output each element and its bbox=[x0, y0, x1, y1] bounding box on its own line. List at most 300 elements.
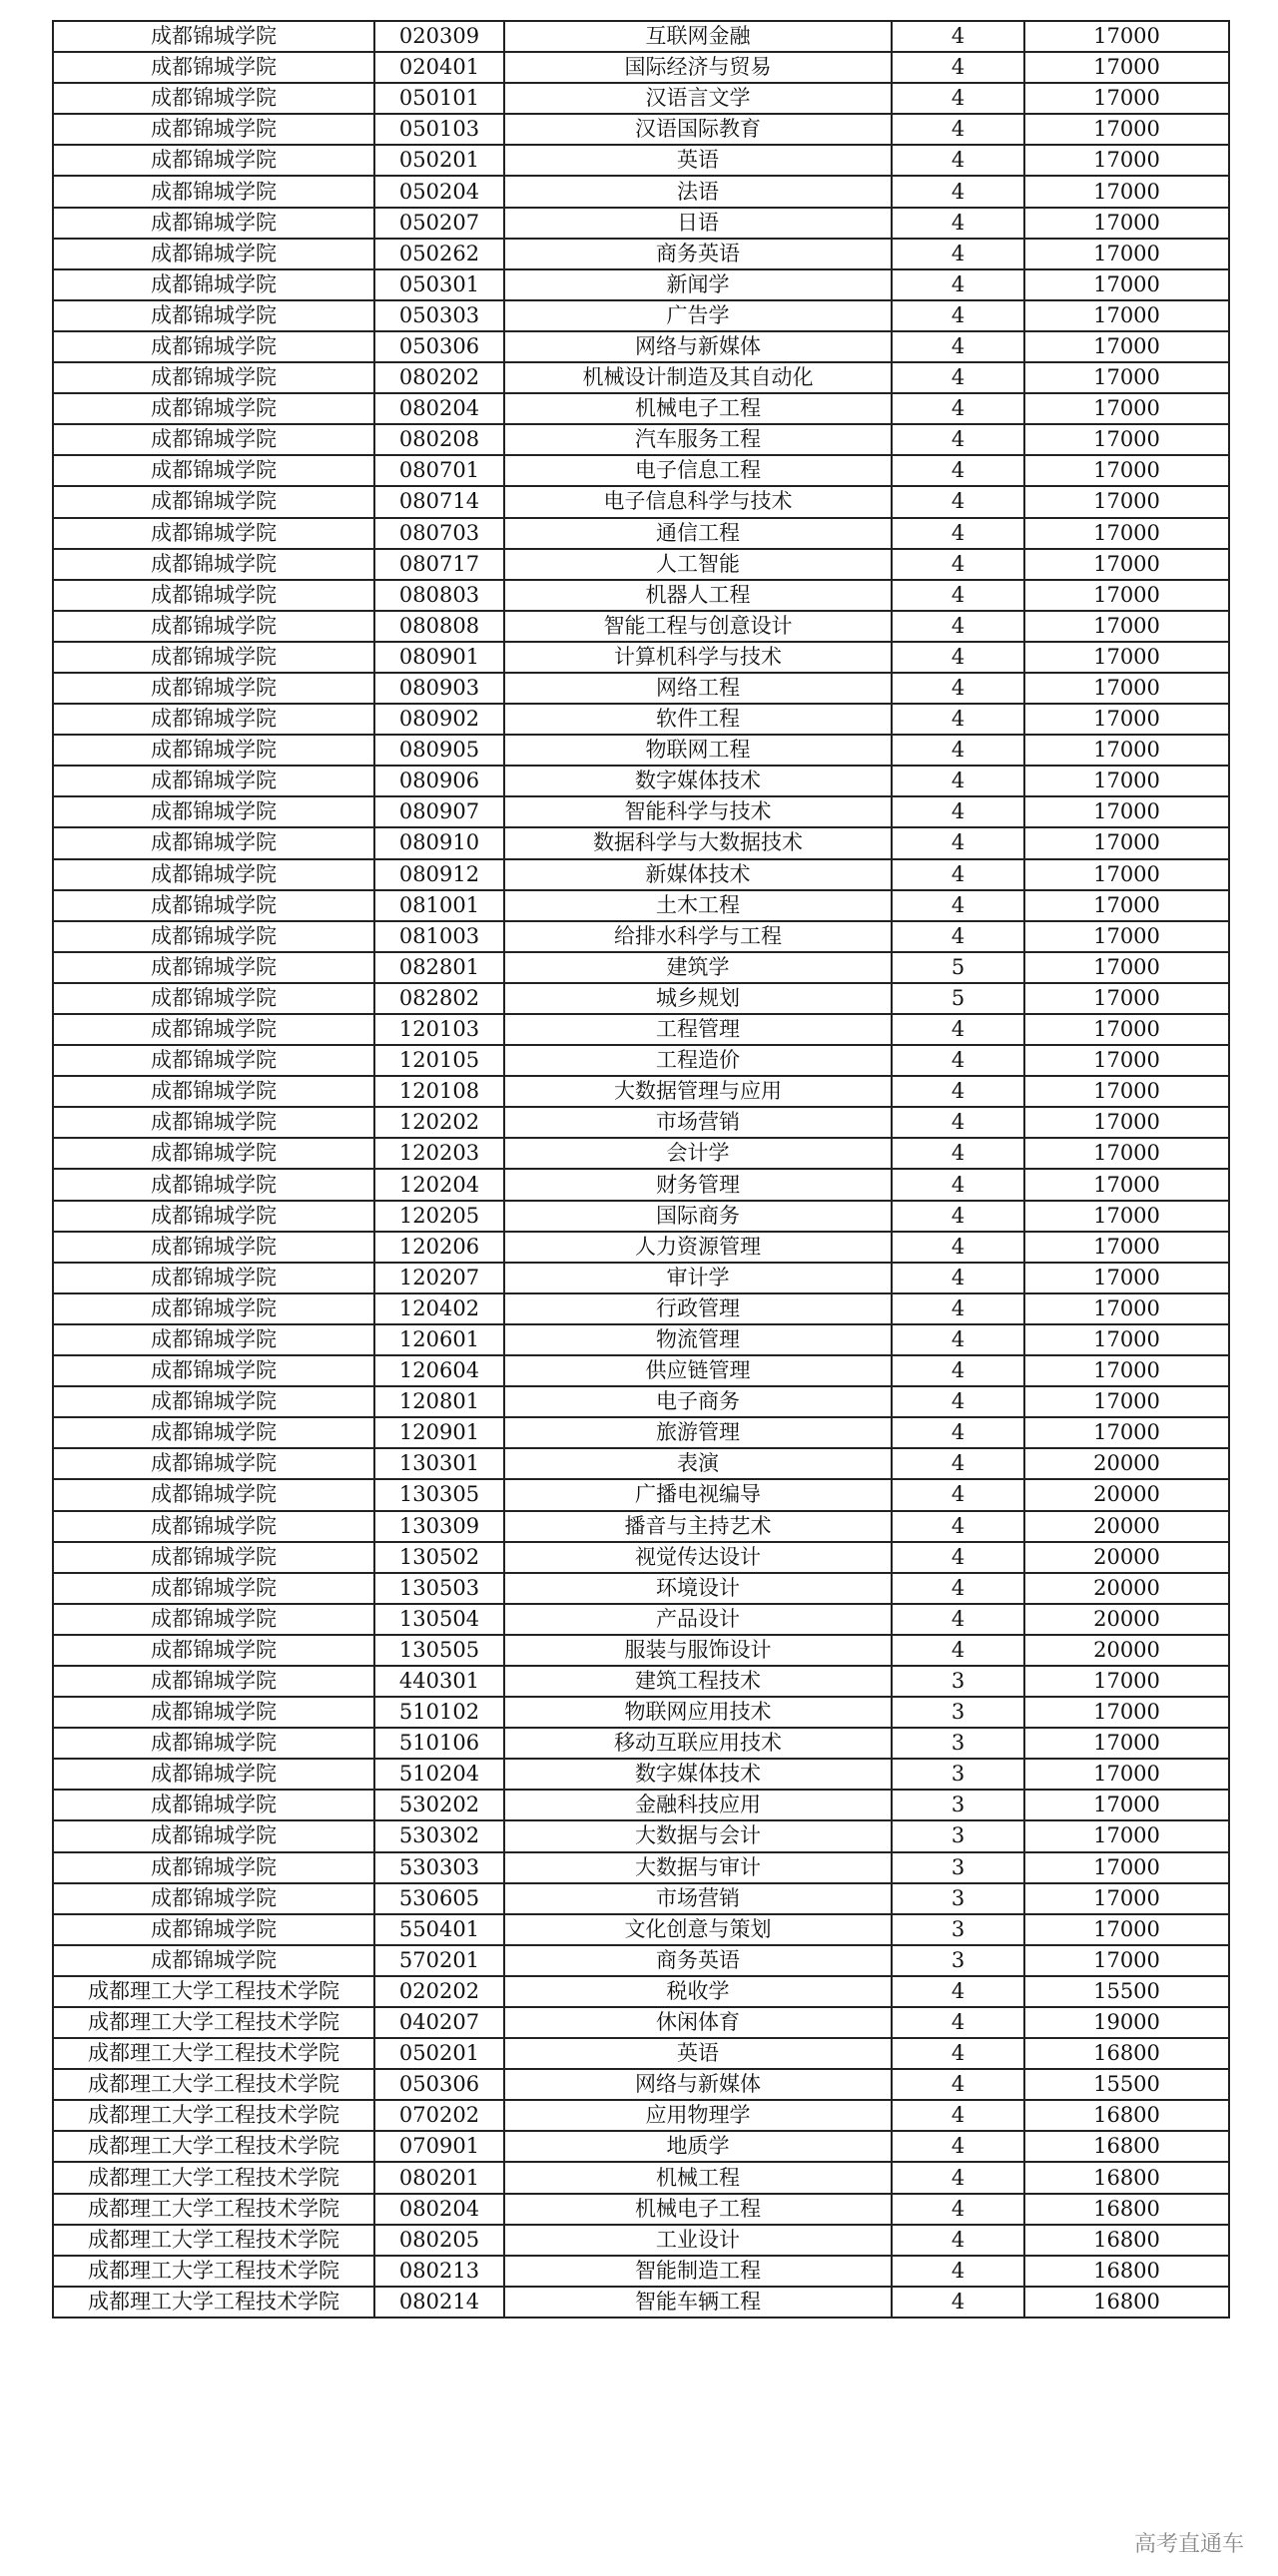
table-row bbox=[53, 2256, 1229, 2287]
table-row bbox=[53, 1355, 1229, 1386]
table-row bbox=[53, 1542, 1229, 1573]
tuition-cell: 17000 bbox=[1024, 518, 1229, 549]
school-cell: 成都锦城学院 bbox=[53, 952, 374, 983]
duration-cell: 4 bbox=[892, 827, 1024, 858]
duration-cell: 4 bbox=[892, 1045, 1024, 1076]
major-name-cell: 广告学 bbox=[504, 300, 892, 331]
major-name-cell: 地质学 bbox=[504, 2131, 892, 2162]
tuition-cell: 15500 bbox=[1024, 1976, 1229, 2007]
table-row bbox=[53, 2007, 1229, 2038]
duration-cell: 4 bbox=[892, 1386, 1024, 1417]
duration-cell: 4 bbox=[892, 176, 1024, 207]
tuition-cell: 17000 bbox=[1024, 424, 1229, 455]
major-code-cell: 050103 bbox=[374, 114, 504, 145]
major-name-cell: 汽车服务工程 bbox=[504, 424, 892, 455]
major-name-cell: 电子商务 bbox=[504, 1386, 892, 1417]
duration-cell: 4 bbox=[892, 455, 1024, 486]
tuition-cell: 20000 bbox=[1024, 1479, 1229, 1510]
major-name-cell: 物联网工程 bbox=[504, 735, 892, 766]
duration-cell: 4 bbox=[892, 393, 1024, 424]
major-code-cell: 050306 bbox=[374, 2069, 504, 2100]
school-cell: 成都锦城学院 bbox=[53, 393, 374, 424]
major-name-cell: 法语 bbox=[504, 176, 892, 207]
table-row bbox=[53, 827, 1229, 858]
major-code-cell: 130503 bbox=[374, 1573, 504, 1604]
duration-cell: 4 bbox=[892, 611, 1024, 642]
duration-cell: 3 bbox=[892, 1820, 1024, 1851]
school-cell: 成都锦城学院 bbox=[53, 1448, 374, 1479]
major-name-cell: 服装与服饰设计 bbox=[504, 1635, 892, 1666]
table-row bbox=[53, 1976, 1229, 2007]
major-name-cell: 机器人工程 bbox=[504, 580, 892, 611]
watermark-text: 高考直通车 bbox=[1133, 2532, 1244, 2557]
major-name-cell: 新媒体技术 bbox=[504, 859, 892, 890]
duration-cell: 4 bbox=[892, 269, 1024, 300]
school-cell: 成都锦城学院 bbox=[53, 1324, 374, 1355]
major-name-cell: 网络与新媒体 bbox=[504, 331, 892, 362]
table-row bbox=[53, 642, 1229, 673]
duration-cell: 4 bbox=[892, 1355, 1024, 1386]
major-code-cell: 510106 bbox=[374, 1728, 504, 1759]
school-cell: 成都锦城学院 bbox=[53, 611, 374, 642]
tuition-cell: 17000 bbox=[1024, 300, 1229, 331]
school-cell: 成都锦城学院 bbox=[53, 455, 374, 486]
school-cell: 成都锦城学院 bbox=[53, 1263, 374, 1293]
school-cell: 成都锦城学院 bbox=[53, 580, 374, 611]
major-name-cell: 文化创意与策划 bbox=[504, 1914, 892, 1945]
duration-cell: 4 bbox=[892, 1542, 1024, 1573]
tuition-cell: 17000 bbox=[1024, 1914, 1229, 1945]
major-code-cell: 081001 bbox=[374, 890, 504, 921]
major-name-cell: 旅游管理 bbox=[504, 1417, 892, 1448]
major-code-cell: 440301 bbox=[374, 1666, 504, 1697]
tuition-cell: 20000 bbox=[1024, 1542, 1229, 1573]
tuition-cell: 17000 bbox=[1024, 1014, 1229, 1045]
tuition-cell: 17000 bbox=[1024, 269, 1229, 300]
major-name-cell: 机械工程 bbox=[504, 2162, 892, 2193]
tuition-cell: 17000 bbox=[1024, 21, 1229, 52]
major-code-cell: 080902 bbox=[374, 704, 504, 735]
duration-cell: 4 bbox=[892, 424, 1024, 455]
school-cell: 成都锦城学院 bbox=[53, 796, 374, 827]
table-row bbox=[53, 1479, 1229, 1510]
tuition-cell: 17000 bbox=[1024, 859, 1229, 890]
major-code-cell: 080903 bbox=[374, 673, 504, 704]
school-cell: 成都锦城学院 bbox=[53, 549, 374, 580]
school-cell: 成都锦城学院 bbox=[53, 208, 374, 239]
school-cell: 成都锦城学院 bbox=[53, 704, 374, 735]
major-code-cell: 530605 bbox=[374, 1883, 504, 1914]
duration-cell: 4 bbox=[892, 1293, 1024, 1324]
tuition-cell: 17000 bbox=[1024, 455, 1229, 486]
table-row bbox=[53, 1169, 1229, 1200]
table-row bbox=[53, 239, 1229, 269]
major-code-cell: 120105 bbox=[374, 1045, 504, 1076]
major-code-cell: 550401 bbox=[374, 1914, 504, 1945]
major-name-cell: 供应链管理 bbox=[504, 1355, 892, 1386]
major-code-cell: 120205 bbox=[374, 1201, 504, 1232]
major-name-cell: 审计学 bbox=[504, 1263, 892, 1293]
duration-cell: 4 bbox=[892, 2038, 1024, 2069]
major-name-cell: 环境设计 bbox=[504, 1573, 892, 1604]
major-code-cell: 080701 bbox=[374, 455, 504, 486]
tuition-cell: 17000 bbox=[1024, 1852, 1229, 1883]
tuition-cell: 17000 bbox=[1024, 1138, 1229, 1169]
tuition-cell: 17000 bbox=[1024, 1820, 1229, 1851]
table-row bbox=[53, 2287, 1229, 2318]
school-cell: 成都锦城学院 bbox=[53, 1201, 374, 1232]
duration-cell: 4 bbox=[892, 921, 1024, 952]
table-row bbox=[53, 1417, 1229, 1448]
major-name-cell: 计算机科学与技术 bbox=[504, 642, 892, 673]
tuition-cell: 16800 bbox=[1024, 2194, 1229, 2225]
major-name-cell: 智能车辆工程 bbox=[504, 2287, 892, 2318]
table-row bbox=[53, 704, 1229, 735]
school-cell: 成都锦城学院 bbox=[53, 486, 374, 517]
duration-cell: 4 bbox=[892, 1976, 1024, 2007]
major-name-cell: 大数据与审计 bbox=[504, 1852, 892, 1883]
major-code-cell: 050262 bbox=[374, 239, 504, 269]
table-row bbox=[53, 1386, 1229, 1417]
school-cell: 成都锦城学院 bbox=[53, 114, 374, 145]
duration-cell: 3 bbox=[892, 1697, 1024, 1728]
tuition-cell: 17000 bbox=[1024, 145, 1229, 176]
major-code-cell: 130301 bbox=[374, 1448, 504, 1479]
duration-cell: 4 bbox=[892, 145, 1024, 176]
school-cell: 成都锦城学院 bbox=[53, 890, 374, 921]
tuition-cell: 17000 bbox=[1024, 1697, 1229, 1728]
table-row bbox=[53, 1324, 1229, 1355]
major-code-cell: 530303 bbox=[374, 1852, 504, 1883]
tuition-cell: 17000 bbox=[1024, 1232, 1229, 1263]
major-name-cell: 建筑工程技术 bbox=[504, 1666, 892, 1697]
table-row bbox=[53, 1852, 1229, 1883]
major-name-cell: 智能科学与技术 bbox=[504, 796, 892, 827]
table-row bbox=[53, 208, 1229, 239]
duration-cell: 4 bbox=[892, 518, 1024, 549]
major-code-cell: 080808 bbox=[374, 611, 504, 642]
major-code-cell: 510102 bbox=[374, 1697, 504, 1728]
school-cell: 成都理工大学工程技术学院 bbox=[53, 2007, 374, 2038]
duration-cell: 4 bbox=[892, 331, 1024, 362]
duration-cell: 4 bbox=[892, 796, 1024, 827]
major-code-cell: 080907 bbox=[374, 796, 504, 827]
table-row bbox=[53, 796, 1229, 827]
major-name-cell: 市场营销 bbox=[504, 1107, 892, 1138]
table-row bbox=[53, 1045, 1229, 1076]
duration-cell: 4 bbox=[892, 1448, 1024, 1479]
table-row bbox=[53, 859, 1229, 890]
tuition-cell: 17000 bbox=[1024, 1169, 1229, 1200]
major-name-cell: 工程造价 bbox=[504, 1045, 892, 1076]
table-row bbox=[53, 983, 1229, 1014]
major-name-cell: 数字媒体技术 bbox=[504, 1759, 892, 1790]
major-code-cell: 080204 bbox=[374, 393, 504, 424]
school-cell: 成都锦城学院 bbox=[53, 1076, 374, 1107]
tuition-cell: 17000 bbox=[1024, 580, 1229, 611]
school-cell: 成都锦城学院 bbox=[53, 983, 374, 1014]
duration-cell: 4 bbox=[892, 1076, 1024, 1107]
duration-cell: 4 bbox=[892, 890, 1024, 921]
major-code-cell: 080213 bbox=[374, 2256, 504, 2287]
school-cell: 成都锦城学院 bbox=[53, 331, 374, 362]
school-cell: 成都锦城学院 bbox=[53, 1914, 374, 1945]
major-code-cell: 080717 bbox=[374, 549, 504, 580]
major-name-cell: 汉语国际教育 bbox=[504, 114, 892, 145]
major-code-cell: 050303 bbox=[374, 300, 504, 331]
tuition-cell: 17000 bbox=[1024, 208, 1229, 239]
major-name-cell: 新闻学 bbox=[504, 269, 892, 300]
tuition-cell: 17000 bbox=[1024, 952, 1229, 983]
major-name-cell: 行政管理 bbox=[504, 1293, 892, 1324]
tuition-cell: 17000 bbox=[1024, 1076, 1229, 1107]
duration-cell: 4 bbox=[892, 1014, 1024, 1045]
tuition-cell: 17000 bbox=[1024, 673, 1229, 704]
tuition-cell: 17000 bbox=[1024, 1666, 1229, 1697]
major-code-cell: 081003 bbox=[374, 921, 504, 952]
major-name-cell: 会计学 bbox=[504, 1138, 892, 1169]
duration-cell: 3 bbox=[892, 1728, 1024, 1759]
school-cell: 成都锦城学院 bbox=[53, 1542, 374, 1573]
tuition-cell: 17000 bbox=[1024, 1107, 1229, 1138]
tuition-cell: 16800 bbox=[1024, 2100, 1229, 2131]
major-name-cell: 播音与主持艺术 bbox=[504, 1511, 892, 1542]
major-name-cell: 广播电视编导 bbox=[504, 1479, 892, 1510]
school-cell: 成都锦城学院 bbox=[53, 1573, 374, 1604]
major-code-cell: 120604 bbox=[374, 1355, 504, 1386]
school-cell: 成都锦城学院 bbox=[53, 1107, 374, 1138]
school-cell: 成都锦城学院 bbox=[53, 1883, 374, 1914]
tuition-cell: 17000 bbox=[1024, 114, 1229, 145]
table-row bbox=[53, 393, 1229, 424]
table-row bbox=[53, 486, 1229, 517]
table-row bbox=[53, 1697, 1229, 1728]
major-code-cell: 050101 bbox=[374, 83, 504, 114]
tuition-cell: 17000 bbox=[1024, 1386, 1229, 1417]
table-row bbox=[53, 1945, 1229, 1976]
tuition-cell: 17000 bbox=[1024, 1728, 1229, 1759]
school-cell: 成都锦城学院 bbox=[53, 1511, 374, 1542]
school-cell: 成都锦城学院 bbox=[53, 1417, 374, 1448]
tuition-cell: 17000 bbox=[1024, 890, 1229, 921]
school-cell: 成都锦城学院 bbox=[53, 1232, 374, 1263]
duration-cell: 4 bbox=[892, 83, 1024, 114]
major-name-cell: 智能制造工程 bbox=[504, 2256, 892, 2287]
major-code-cell: 120901 bbox=[374, 1417, 504, 1448]
school-cell: 成都锦城学院 bbox=[53, 239, 374, 269]
major-name-cell: 英语 bbox=[504, 145, 892, 176]
major-name-cell: 金融科技应用 bbox=[504, 1790, 892, 1820]
duration-cell: 4 bbox=[892, 362, 1024, 393]
school-cell: 成都锦城学院 bbox=[53, 145, 374, 176]
school-cell: 成都锦城学院 bbox=[53, 1045, 374, 1076]
tuition-cell: 17000 bbox=[1024, 1759, 1229, 1790]
major-name-cell: 商务英语 bbox=[504, 1945, 892, 1976]
duration-cell: 4 bbox=[892, 642, 1024, 673]
table-row bbox=[53, 1635, 1229, 1666]
school-cell: 成都锦城学院 bbox=[53, 827, 374, 858]
major-code-cell: 120601 bbox=[374, 1324, 504, 1355]
major-code-cell: 130502 bbox=[374, 1542, 504, 1573]
table-row bbox=[53, 52, 1229, 83]
table-row bbox=[53, 21, 1229, 52]
table-row bbox=[53, 2162, 1229, 2193]
duration-cell: 3 bbox=[892, 1945, 1024, 1976]
major-code-cell: 080204 bbox=[374, 2194, 504, 2225]
major-code-cell: 130504 bbox=[374, 1604, 504, 1635]
tuition-cell: 19000 bbox=[1024, 2007, 1229, 2038]
tuition-cell: 17000 bbox=[1024, 642, 1229, 673]
major-code-cell: 080205 bbox=[374, 2225, 504, 2256]
duration-cell: 4 bbox=[892, 486, 1024, 517]
major-name-cell: 机械电子工程 bbox=[504, 393, 892, 424]
major-code-cell: 050301 bbox=[374, 269, 504, 300]
school-cell: 成都锦城学院 bbox=[53, 673, 374, 704]
major-name-cell: 汉语言文学 bbox=[504, 83, 892, 114]
major-code-cell: 080912 bbox=[374, 859, 504, 890]
duration-cell: 4 bbox=[892, 673, 1024, 704]
major-name-cell: 表演 bbox=[504, 1448, 892, 1479]
major-name-cell: 移动互联应用技术 bbox=[504, 1728, 892, 1759]
tuition-cell: 17000 bbox=[1024, 393, 1229, 424]
tuition-cell: 17000 bbox=[1024, 176, 1229, 207]
major-name-cell: 互联网金融 bbox=[504, 21, 892, 52]
duration-cell: 4 bbox=[892, 1232, 1024, 1263]
school-cell: 成都锦城学院 bbox=[53, 518, 374, 549]
major-name-cell: 机械设计制造及其自动化 bbox=[504, 362, 892, 393]
school-cell: 成都锦城学院 bbox=[53, 21, 374, 52]
duration-cell: 4 bbox=[892, 208, 1024, 239]
table-row bbox=[53, 176, 1229, 207]
duration-cell: 4 bbox=[892, 2162, 1024, 2193]
tuition-cell: 17000 bbox=[1024, 1355, 1229, 1386]
duration-cell: 4 bbox=[892, 2256, 1024, 2287]
duration-cell: 4 bbox=[892, 1107, 1024, 1138]
duration-cell: 4 bbox=[892, 2131, 1024, 2162]
table-row bbox=[53, 362, 1229, 393]
school-cell: 成都理工大学工程技术学院 bbox=[53, 1976, 374, 2007]
table-row bbox=[53, 735, 1229, 766]
tuition-table-body bbox=[53, 21, 1229, 2318]
duration-cell: 4 bbox=[892, 2100, 1024, 2131]
table-row bbox=[53, 424, 1229, 455]
school-cell: 成都理工大学工程技术学院 bbox=[53, 2225, 374, 2256]
school-cell: 成都锦城学院 bbox=[53, 735, 374, 766]
major-name-cell: 国际商务 bbox=[504, 1201, 892, 1232]
major-code-cell: 080803 bbox=[374, 580, 504, 611]
table-row bbox=[53, 2069, 1229, 2100]
major-name-cell: 税收学 bbox=[504, 1976, 892, 2007]
school-cell: 成都锦城学院 bbox=[53, 1604, 374, 1635]
duration-cell: 4 bbox=[892, 1479, 1024, 1510]
table-row bbox=[53, 1511, 1229, 1542]
tuition-cell: 17000 bbox=[1024, 486, 1229, 517]
tuition-cell: 17000 bbox=[1024, 1263, 1229, 1293]
table-row bbox=[53, 1014, 1229, 1045]
duration-cell: 4 bbox=[892, 2007, 1024, 2038]
major-name-cell: 网络工程 bbox=[504, 673, 892, 704]
school-cell: 成都锦城学院 bbox=[53, 1820, 374, 1851]
major-code-cell: 050306 bbox=[374, 331, 504, 362]
tuition-cell: 16800 bbox=[1024, 2256, 1229, 2287]
school-cell: 成都锦城学院 bbox=[53, 1945, 374, 1976]
duration-cell: 3 bbox=[892, 1883, 1024, 1914]
major-name-cell: 日语 bbox=[504, 208, 892, 239]
table-row bbox=[53, 1914, 1229, 1945]
tuition-cell: 17000 bbox=[1024, 704, 1229, 735]
tuition-cell: 17000 bbox=[1024, 1417, 1229, 1448]
major-name-cell: 机械电子工程 bbox=[504, 2194, 892, 2225]
school-cell: 成都锦城学院 bbox=[53, 424, 374, 455]
major-code-cell: 080905 bbox=[374, 735, 504, 766]
duration-cell: 4 bbox=[892, 2194, 1024, 2225]
table-row bbox=[53, 1883, 1229, 1914]
tuition-cell: 16800 bbox=[1024, 2225, 1229, 2256]
duration-cell: 4 bbox=[892, 2069, 1024, 2100]
major-code-cell: 120402 bbox=[374, 1293, 504, 1324]
duration-cell: 3 bbox=[892, 1759, 1024, 1790]
school-cell: 成都锦城学院 bbox=[53, 1479, 374, 1510]
major-name-cell: 土木工程 bbox=[504, 890, 892, 921]
table-row bbox=[53, 1759, 1229, 1790]
major-code-cell: 080208 bbox=[374, 424, 504, 455]
tuition-cell: 17000 bbox=[1024, 331, 1229, 362]
major-code-cell: 080214 bbox=[374, 2287, 504, 2318]
tuition-cell: 17000 bbox=[1024, 239, 1229, 269]
table-row bbox=[53, 2131, 1229, 2162]
table-row bbox=[53, 2100, 1229, 2131]
tuition-cell: 16800 bbox=[1024, 2038, 1229, 2069]
tuition-cell: 16800 bbox=[1024, 2131, 1229, 2162]
major-name-cell: 数字媒体技术 bbox=[504, 766, 892, 796]
major-code-cell: 120801 bbox=[374, 1386, 504, 1417]
major-code-cell: 080910 bbox=[374, 827, 504, 858]
duration-cell: 4 bbox=[892, 1573, 1024, 1604]
major-code-cell: 120202 bbox=[374, 1107, 504, 1138]
school-cell: 成都锦城学院 bbox=[53, 1635, 374, 1666]
major-name-cell: 国际经济与贸易 bbox=[504, 52, 892, 83]
school-cell: 成都锦城学院 bbox=[53, 1355, 374, 1386]
major-code-cell: 080703 bbox=[374, 518, 504, 549]
major-code-cell: 080714 bbox=[374, 486, 504, 517]
school-cell: 成都理工大学工程技术学院 bbox=[53, 2100, 374, 2131]
duration-cell: 4 bbox=[892, 1635, 1024, 1666]
tuition-cell: 17000 bbox=[1024, 83, 1229, 114]
school-cell: 成都理工大学工程技术学院 bbox=[53, 2131, 374, 2162]
major-code-cell: 050201 bbox=[374, 145, 504, 176]
major-code-cell: 080901 bbox=[374, 642, 504, 673]
school-cell: 成都理工大学工程技术学院 bbox=[53, 2194, 374, 2225]
tuition-cell: 17000 bbox=[1024, 52, 1229, 83]
tuition-cell: 17000 bbox=[1024, 611, 1229, 642]
table-row bbox=[53, 455, 1229, 486]
major-name-cell: 智能工程与创意设计 bbox=[504, 611, 892, 642]
school-cell: 成都锦城学院 bbox=[53, 1790, 374, 1820]
major-code-cell: 080202 bbox=[374, 362, 504, 393]
tuition-cell: 17000 bbox=[1024, 983, 1229, 1014]
tuition-cell: 17000 bbox=[1024, 1945, 1229, 1976]
tuition-cell: 17000 bbox=[1024, 1324, 1229, 1355]
major-name-cell: 大数据与会计 bbox=[504, 1820, 892, 1851]
duration-cell: 3 bbox=[892, 1666, 1024, 1697]
major-name-cell: 软件工程 bbox=[504, 704, 892, 735]
major-name-cell: 市场营销 bbox=[504, 1883, 892, 1914]
duration-cell: 4 bbox=[892, 1604, 1024, 1635]
major-code-cell: 040207 bbox=[374, 2007, 504, 2038]
school-cell: 成都锦城学院 bbox=[53, 1697, 374, 1728]
tuition-cell: 17000 bbox=[1024, 921, 1229, 952]
school-cell: 成都锦城学院 bbox=[53, 52, 374, 83]
